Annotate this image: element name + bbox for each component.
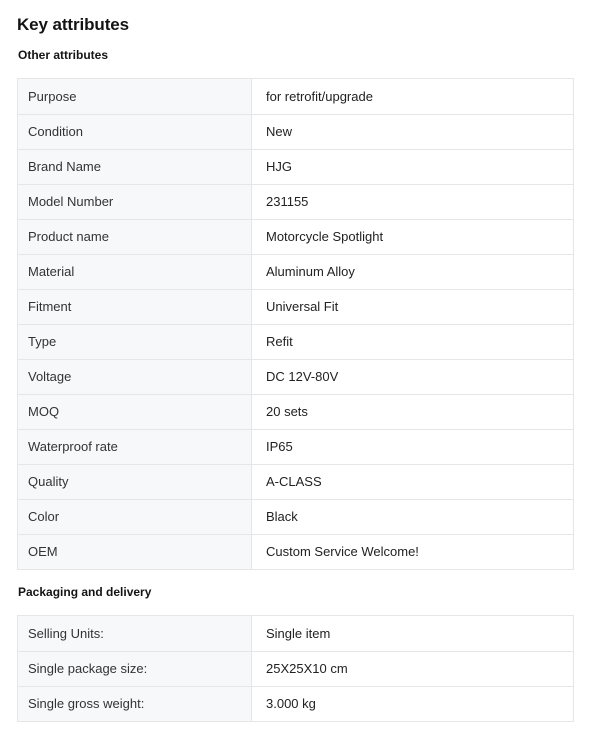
attribute-value: 231155 bbox=[266, 194, 309, 209]
table-row bbox=[18, 219, 573, 254]
table-row bbox=[18, 184, 573, 219]
attribute-value: Refit bbox=[266, 334, 293, 349]
table-row bbox=[18, 324, 573, 359]
attribute-label: Single gross weight: bbox=[18, 687, 252, 721]
attribute-value: A-CLASS bbox=[266, 474, 322, 489]
packaging-delivery-table bbox=[17, 615, 574, 722]
attribute-value: 20 sets bbox=[266, 404, 308, 419]
table-row bbox=[18, 79, 573, 114]
attribute-label: Color bbox=[18, 500, 252, 534]
attribute-value: Black bbox=[266, 509, 298, 524]
table-row bbox=[18, 686, 573, 721]
attribute-value: New bbox=[266, 124, 293, 139]
table-row bbox=[18, 149, 573, 184]
attribute-label: Single package size: bbox=[18, 652, 252, 686]
attribute-value: HJG bbox=[266, 159, 292, 174]
attribute-label: Selling Units: bbox=[18, 616, 252, 651]
attribute-label: Condition bbox=[18, 115, 252, 149]
table-row bbox=[18, 114, 573, 149]
table-row bbox=[18, 359, 573, 394]
table-row bbox=[18, 616, 573, 651]
section-other-attributes bbox=[17, 49, 574, 570]
page-title: Key attributes bbox=[17, 15, 129, 34]
attribute-label: Voltage bbox=[18, 360, 252, 394]
attribute-value: Universal Fit bbox=[266, 299, 339, 314]
attribute-value: IP65 bbox=[266, 439, 293, 454]
table-row bbox=[18, 429, 573, 464]
section-heading-other-attributes: Other attributes bbox=[18, 48, 109, 62]
attribute-label: Purpose bbox=[18, 79, 252, 114]
other-attributes-table bbox=[17, 78, 574, 570]
attribute-value: Custom Service Welcome! bbox=[266, 544, 419, 559]
attribute-label: Type bbox=[18, 325, 252, 359]
attribute-label: Quality bbox=[18, 465, 252, 499]
attribute-label: Material bbox=[18, 255, 252, 289]
attribute-value: Motorcycle Spotlight bbox=[266, 229, 384, 244]
table-row bbox=[18, 394, 573, 429]
attribute-value: Aluminum Alloy bbox=[266, 264, 355, 279]
table-row bbox=[18, 289, 573, 324]
attribute-value: 3.000 kg bbox=[266, 696, 316, 711]
table-row bbox=[18, 464, 573, 499]
attribute-label: Brand Name bbox=[18, 150, 252, 184]
attribute-label: Model Number bbox=[18, 185, 252, 219]
attribute-value: for retrofit/upgrade bbox=[266, 88, 373, 104]
attribute-value: Single item bbox=[266, 625, 331, 641]
attribute-label: OEM bbox=[18, 535, 252, 569]
attribute-value: DC 12V-80V bbox=[266, 369, 339, 384]
attribute-label: Product name bbox=[18, 220, 252, 254]
table-row bbox=[18, 534, 573, 569]
section-packaging-delivery bbox=[17, 586, 574, 722]
attribute-label: Fitment bbox=[18, 290, 252, 324]
section-heading-packaging-delivery: Packaging and delivery bbox=[18, 585, 152, 599]
table-row bbox=[18, 499, 573, 534]
attribute-label: Waterproof rate bbox=[18, 430, 252, 464]
table-row bbox=[18, 651, 573, 686]
attribute-value: 25X25X10 cm bbox=[266, 661, 348, 676]
attribute-label: MOQ bbox=[18, 395, 252, 429]
table-row bbox=[18, 254, 573, 289]
